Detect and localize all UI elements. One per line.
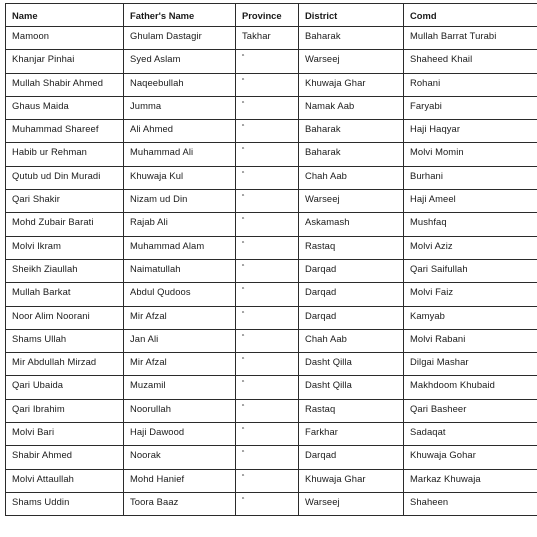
cell-province: “ bbox=[236, 423, 299, 446]
table-row bbox=[6, 236, 537, 259]
table-header-row bbox=[6, 4, 537, 27]
cell-name: Molvi Bari bbox=[6, 423, 124, 446]
table-row bbox=[6, 446, 537, 469]
cell-province: “ bbox=[236, 50, 299, 73]
header-district: District bbox=[299, 4, 404, 27]
cell-fathers-name: Haji Dawood bbox=[124, 423, 236, 446]
table-row bbox=[6, 353, 537, 376]
cell-comd: Mushfaq bbox=[404, 213, 537, 236]
table-row bbox=[6, 306, 537, 329]
cell-fathers-name: Noorullah bbox=[124, 399, 236, 422]
cell-comd: Faryabi bbox=[404, 96, 537, 119]
cell-fathers-name: Muhammad Alam bbox=[124, 236, 236, 259]
commanders-table bbox=[5, 3, 537, 516]
cell-district: Dasht Qilla bbox=[299, 353, 404, 376]
table-row bbox=[6, 213, 537, 236]
cell-fathers-name: Nizam ud Din bbox=[124, 190, 236, 213]
cell-district: Farkhar bbox=[299, 423, 404, 446]
cell-name: Molvi Attaullah bbox=[6, 469, 124, 492]
cell-comd: Qari Saifullah bbox=[404, 259, 537, 282]
cell-comd: Mullah Barrat Turabi bbox=[404, 27, 537, 50]
table-row bbox=[6, 190, 537, 213]
cell-name: Mamoon bbox=[6, 27, 124, 50]
cell-district: Baharak bbox=[299, 27, 404, 50]
cell-name: Shams Uddin bbox=[6, 492, 124, 515]
cell-district: Askamash bbox=[299, 213, 404, 236]
table-row bbox=[6, 423, 537, 446]
table-row bbox=[6, 492, 537, 515]
cell-province: “ bbox=[236, 283, 299, 306]
cell-comd: Molvi Momin bbox=[404, 143, 537, 166]
header-name: Name bbox=[6, 4, 124, 27]
cell-comd: Makhdoom Khubaid bbox=[404, 376, 537, 399]
cell-fathers-name: Mir Afzal bbox=[124, 353, 236, 376]
table-row bbox=[6, 73, 537, 96]
cell-fathers-name: Mir Afzal bbox=[124, 306, 236, 329]
table-row bbox=[6, 469, 537, 492]
cell-province: “ bbox=[236, 166, 299, 189]
cell-district: Namak Aab bbox=[299, 96, 404, 119]
cell-province: “ bbox=[236, 492, 299, 515]
cell-fathers-name: Jan Ali bbox=[124, 329, 236, 352]
cell-fathers-name: Naqeebullah bbox=[124, 73, 236, 96]
cell-province: “ bbox=[236, 329, 299, 352]
cell-district: Khuwaja Ghar bbox=[299, 469, 404, 492]
cell-district: Rastaq bbox=[299, 399, 404, 422]
cell-name: Shabir Ahmed bbox=[6, 446, 124, 469]
cell-district: Chah Aab bbox=[299, 329, 404, 352]
table-row bbox=[6, 166, 537, 189]
cell-name: Mullah Shabir Ahmed bbox=[6, 73, 124, 96]
cell-fathers-name: Noorak bbox=[124, 446, 236, 469]
cell-name: Mir Abdullah Mirzad bbox=[6, 353, 124, 376]
cell-district: Warseej bbox=[299, 492, 404, 515]
cell-district: Rastaq bbox=[299, 236, 404, 259]
cell-name: Noor Alim Noorani bbox=[6, 306, 124, 329]
cell-name: Sheikh Ziaullah bbox=[6, 259, 124, 282]
cell-fathers-name: Syed Aslam bbox=[124, 50, 236, 73]
cell-fathers-name: Toora Baaz bbox=[124, 492, 236, 515]
cell-fathers-name: Ali Ahmed bbox=[124, 120, 236, 143]
cell-comd: Molvi Faiz bbox=[404, 283, 537, 306]
table-row bbox=[6, 376, 537, 399]
cell-district: Chah Aab bbox=[299, 166, 404, 189]
cell-comd: Shaheen bbox=[404, 492, 537, 515]
table-row bbox=[6, 283, 537, 306]
table-row bbox=[6, 50, 537, 73]
table-row bbox=[6, 27, 537, 50]
cell-province: Takhar bbox=[236, 27, 299, 50]
cell-province: “ bbox=[236, 236, 299, 259]
cell-province: “ bbox=[236, 259, 299, 282]
cell-province: “ bbox=[236, 73, 299, 96]
cell-comd: Qari Basheer bbox=[404, 399, 537, 422]
cell-name: Qari Ibrahim bbox=[6, 399, 124, 422]
cell-name: Mohd Zubair Barati bbox=[6, 213, 124, 236]
cell-province: “ bbox=[236, 353, 299, 376]
cell-name: Muhammad Shareef bbox=[6, 120, 124, 143]
cell-name: Habib ur Rehman bbox=[6, 143, 124, 166]
cell-comd: Shaheed Khail bbox=[404, 50, 537, 73]
cell-district: Warseej bbox=[299, 50, 404, 73]
header-province: Province bbox=[236, 4, 299, 27]
cell-province: “ bbox=[236, 143, 299, 166]
cell-comd: Rohani bbox=[404, 73, 537, 96]
cell-district: Dasht Qilla bbox=[299, 376, 404, 399]
cell-comd: Khuwaja Gohar bbox=[404, 446, 537, 469]
cell-name: Mullah Barkat bbox=[6, 283, 124, 306]
cell-fathers-name: Naimatullah bbox=[124, 259, 236, 282]
cell-province: “ bbox=[236, 446, 299, 469]
cell-comd: Sadaqat bbox=[404, 423, 537, 446]
cell-fathers-name: Khuwaja Kul bbox=[124, 166, 236, 189]
cell-district: Khuwaja Ghar bbox=[299, 73, 404, 96]
cell-province: “ bbox=[236, 376, 299, 399]
cell-district: Darqad bbox=[299, 283, 404, 306]
cell-comd: Molvi Rabani bbox=[404, 329, 537, 352]
table-row bbox=[6, 329, 537, 352]
cell-name: Khanjar Pinhai bbox=[6, 50, 124, 73]
cell-comd: Kamyab bbox=[404, 306, 537, 329]
cell-comd: Haji Ameel bbox=[404, 190, 537, 213]
cell-name: Qari Shakir bbox=[6, 190, 124, 213]
cell-district: Darqad bbox=[299, 306, 404, 329]
cell-province: “ bbox=[236, 469, 299, 492]
table-row bbox=[6, 143, 537, 166]
cell-province: “ bbox=[236, 213, 299, 236]
table-row bbox=[6, 399, 537, 422]
cell-province: “ bbox=[236, 190, 299, 213]
cell-district: Baharak bbox=[299, 143, 404, 166]
cell-province: “ bbox=[236, 306, 299, 329]
table-row bbox=[6, 259, 537, 282]
cell-name: Qutub ud Din Muradi bbox=[6, 166, 124, 189]
cell-fathers-name: Mohd Hanief bbox=[124, 469, 236, 492]
cell-comd: Markaz Khuwaja bbox=[404, 469, 537, 492]
cell-comd: Dilgai Mashar bbox=[404, 353, 537, 376]
table-row bbox=[6, 120, 537, 143]
cell-fathers-name: Muhammad Ali bbox=[124, 143, 236, 166]
cell-province: “ bbox=[236, 120, 299, 143]
cell-name: Molvi Ikram bbox=[6, 236, 124, 259]
cell-province: “ bbox=[236, 96, 299, 119]
header-comd: Comd bbox=[404, 4, 537, 27]
cell-fathers-name: Abdul Qudoos bbox=[124, 283, 236, 306]
cell-comd: Molvi Aziz bbox=[404, 236, 537, 259]
cell-province: “ bbox=[236, 399, 299, 422]
table-row bbox=[6, 96, 537, 119]
cell-district: Baharak bbox=[299, 120, 404, 143]
cell-fathers-name: Muzamil bbox=[124, 376, 236, 399]
cell-district: Warseej bbox=[299, 190, 404, 213]
cell-name: Shams Ullah bbox=[6, 329, 124, 352]
header-fathers-name: Father's Name bbox=[124, 4, 236, 27]
document-page bbox=[5, 3, 537, 516]
cell-name: Ghaus Maida bbox=[6, 96, 124, 119]
table-body bbox=[6, 27, 537, 516]
cell-district: Darqad bbox=[299, 259, 404, 282]
cell-fathers-name: Rajab Ali bbox=[124, 213, 236, 236]
cell-comd: Burhani bbox=[404, 166, 537, 189]
cell-name: Qari Ubaida bbox=[6, 376, 124, 399]
cell-fathers-name: Jumma bbox=[124, 96, 236, 119]
cell-fathers-name: Ghulam Dastagir bbox=[124, 27, 236, 50]
cell-comd: Haji Haqyar bbox=[404, 120, 537, 143]
cell-district: Darqad bbox=[299, 446, 404, 469]
